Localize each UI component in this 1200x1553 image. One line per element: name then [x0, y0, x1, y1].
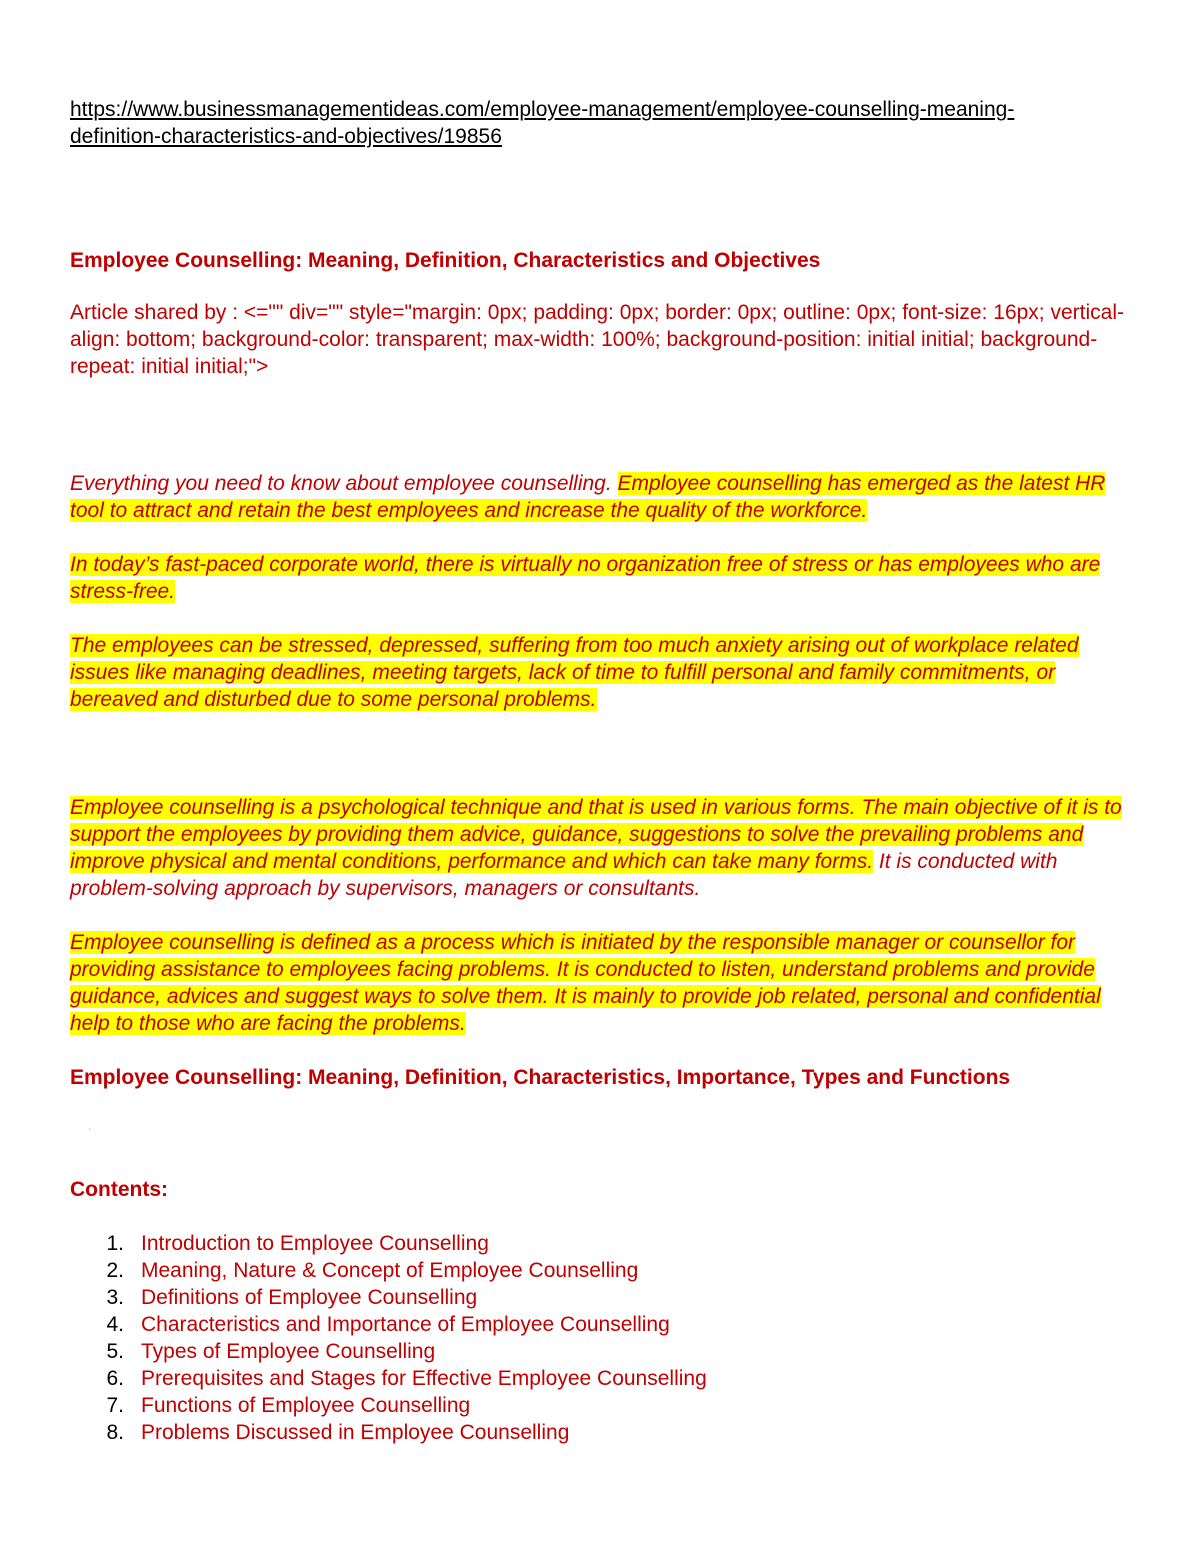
- list-item[interactable]: [70, 1257, 1132, 1284]
- list-item-label[interactable]: Introduction to Employee Counselling: [141, 1232, 489, 1255]
- list-item-label[interactable]: Characteristics and Importance of Employee Counselling: [141, 1313, 670, 1336]
- paragraph-definition: [70, 929, 1132, 1037]
- list-item-number: 3.: [106, 1286, 124, 1309]
- list-item-number: 1.: [106, 1232, 124, 1255]
- article-title: Employee Counselling: Meaning, Definition, Characteristics and Objectives: [70, 249, 821, 272]
- list-item-number: 8.: [106, 1421, 124, 1444]
- contents-list: [70, 1230, 1132, 1446]
- list-item-number: 2.: [106, 1259, 124, 1282]
- list-item-label[interactable]: Types of Employee Counselling: [141, 1340, 436, 1363]
- list-item-number: 4.: [106, 1313, 124, 1336]
- paragraph-technique-plain: It is conducted with problem-solving approach by supervisors, managers or consultants.: [70, 850, 1058, 900]
- paragraph-intro: [70, 470, 1132, 524]
- section-subtitle: Employee Counselling: Meaning, Definition, Characteristics, Importance, Types and Functions: [70, 1066, 1011, 1089]
- list-item[interactable]: [70, 1419, 1132, 1446]
- list-item[interactable]: [70, 1365, 1132, 1392]
- list-item-label[interactable]: Prerequisites and Stages for Effective Employee Counselling: [141, 1367, 707, 1390]
- stray-dot: .: [88, 1119, 92, 1133]
- source-link-line-1[interactable]: https://www.businessmanagementideas.com/employee-management/employee-counselling-meaning-: [70, 98, 1015, 121]
- document-page: [70, 96, 1132, 1446]
- list-item-number: 6.: [106, 1367, 124, 1390]
- contents-title: Contents:: [70, 1178, 168, 1201]
- article-shared-by: Article shared by : <="" div="" style="margin: 0px; padding: 0px; border: 0px; outline: 0px; font-size: 16px; vertical-align: bottom; background-color: transparent; max-width: 100%; background-position: initial initial; background-repeat: initial initial;">: [70, 301, 1124, 378]
- list-item[interactable]: [70, 1392, 1132, 1419]
- paragraph-intro-highlight: Employee counselling has emerged as the latest HR tool to attract and retain the best employees and increase the quality of the workforce.: [70, 472, 1106, 522]
- list-item-number: 7.: [106, 1394, 124, 1417]
- paragraph-stress: [70, 551, 1132, 605]
- list-item[interactable]: [70, 1311, 1132, 1338]
- list-item-number: 5.: [106, 1340, 124, 1363]
- paragraph-stress-highlight: In today’s fast-paced corporate world, there is virtually no organization free of stress or has employees who are stress-free.: [70, 553, 1101, 603]
- paragraph-definition-highlight: Employee counselling is defined as a process which is initiated by the responsible manager or counsellor for providing assistance to employees facing problems. It is conducted to listen, understand problems and provide guidance, advices and suggest ways to solve them. It is mainly to provide job related, personal and confidential help to those who are facing the problems.: [70, 931, 1101, 1035]
- paragraph-intro-plain: Everything you need to know about employee counselling.: [70, 472, 618, 495]
- list-item-label[interactable]: Functions of Employee Counselling: [141, 1394, 471, 1417]
- list-item-label[interactable]: Problems Discussed in Employee Counselling: [141, 1421, 570, 1444]
- paragraph-technique: [70, 794, 1132, 902]
- paragraph-anxiety: [70, 632, 1132, 713]
- list-item[interactable]: [70, 1338, 1132, 1365]
- list-item[interactable]: [70, 1284, 1132, 1311]
- source-link-line-2[interactable]: definition-characteristics-and-objectives/19856: [70, 125, 502, 148]
- list-item-label[interactable]: Definitions of Employee Counselling: [141, 1286, 478, 1309]
- list-item-label[interactable]: Meaning, Nature & Concept of Employee Counselling: [141, 1259, 639, 1282]
- list-item[interactable]: [70, 1230, 1132, 1257]
- paragraph-anxiety-highlight: The employees can be stressed, depressed, suffering from too much anxiety arising out of workplace related issues like managing deadlines, meeting targets, lack of time to fulfill personal and family commitments, or bereaved and disturbed due to some personal problems.: [70, 634, 1079, 711]
- paragraph-technique-highlight: Employee counselling is a psychological technique and that is used in various forms. The main objective of it is to support the employees by providing them advice, guidance, suggestions to solve the prevailing problems and improve physical and mental conditions, performance and which can take many forms.: [70, 796, 1122, 873]
- source-link[interactable]: [70, 96, 1132, 150]
